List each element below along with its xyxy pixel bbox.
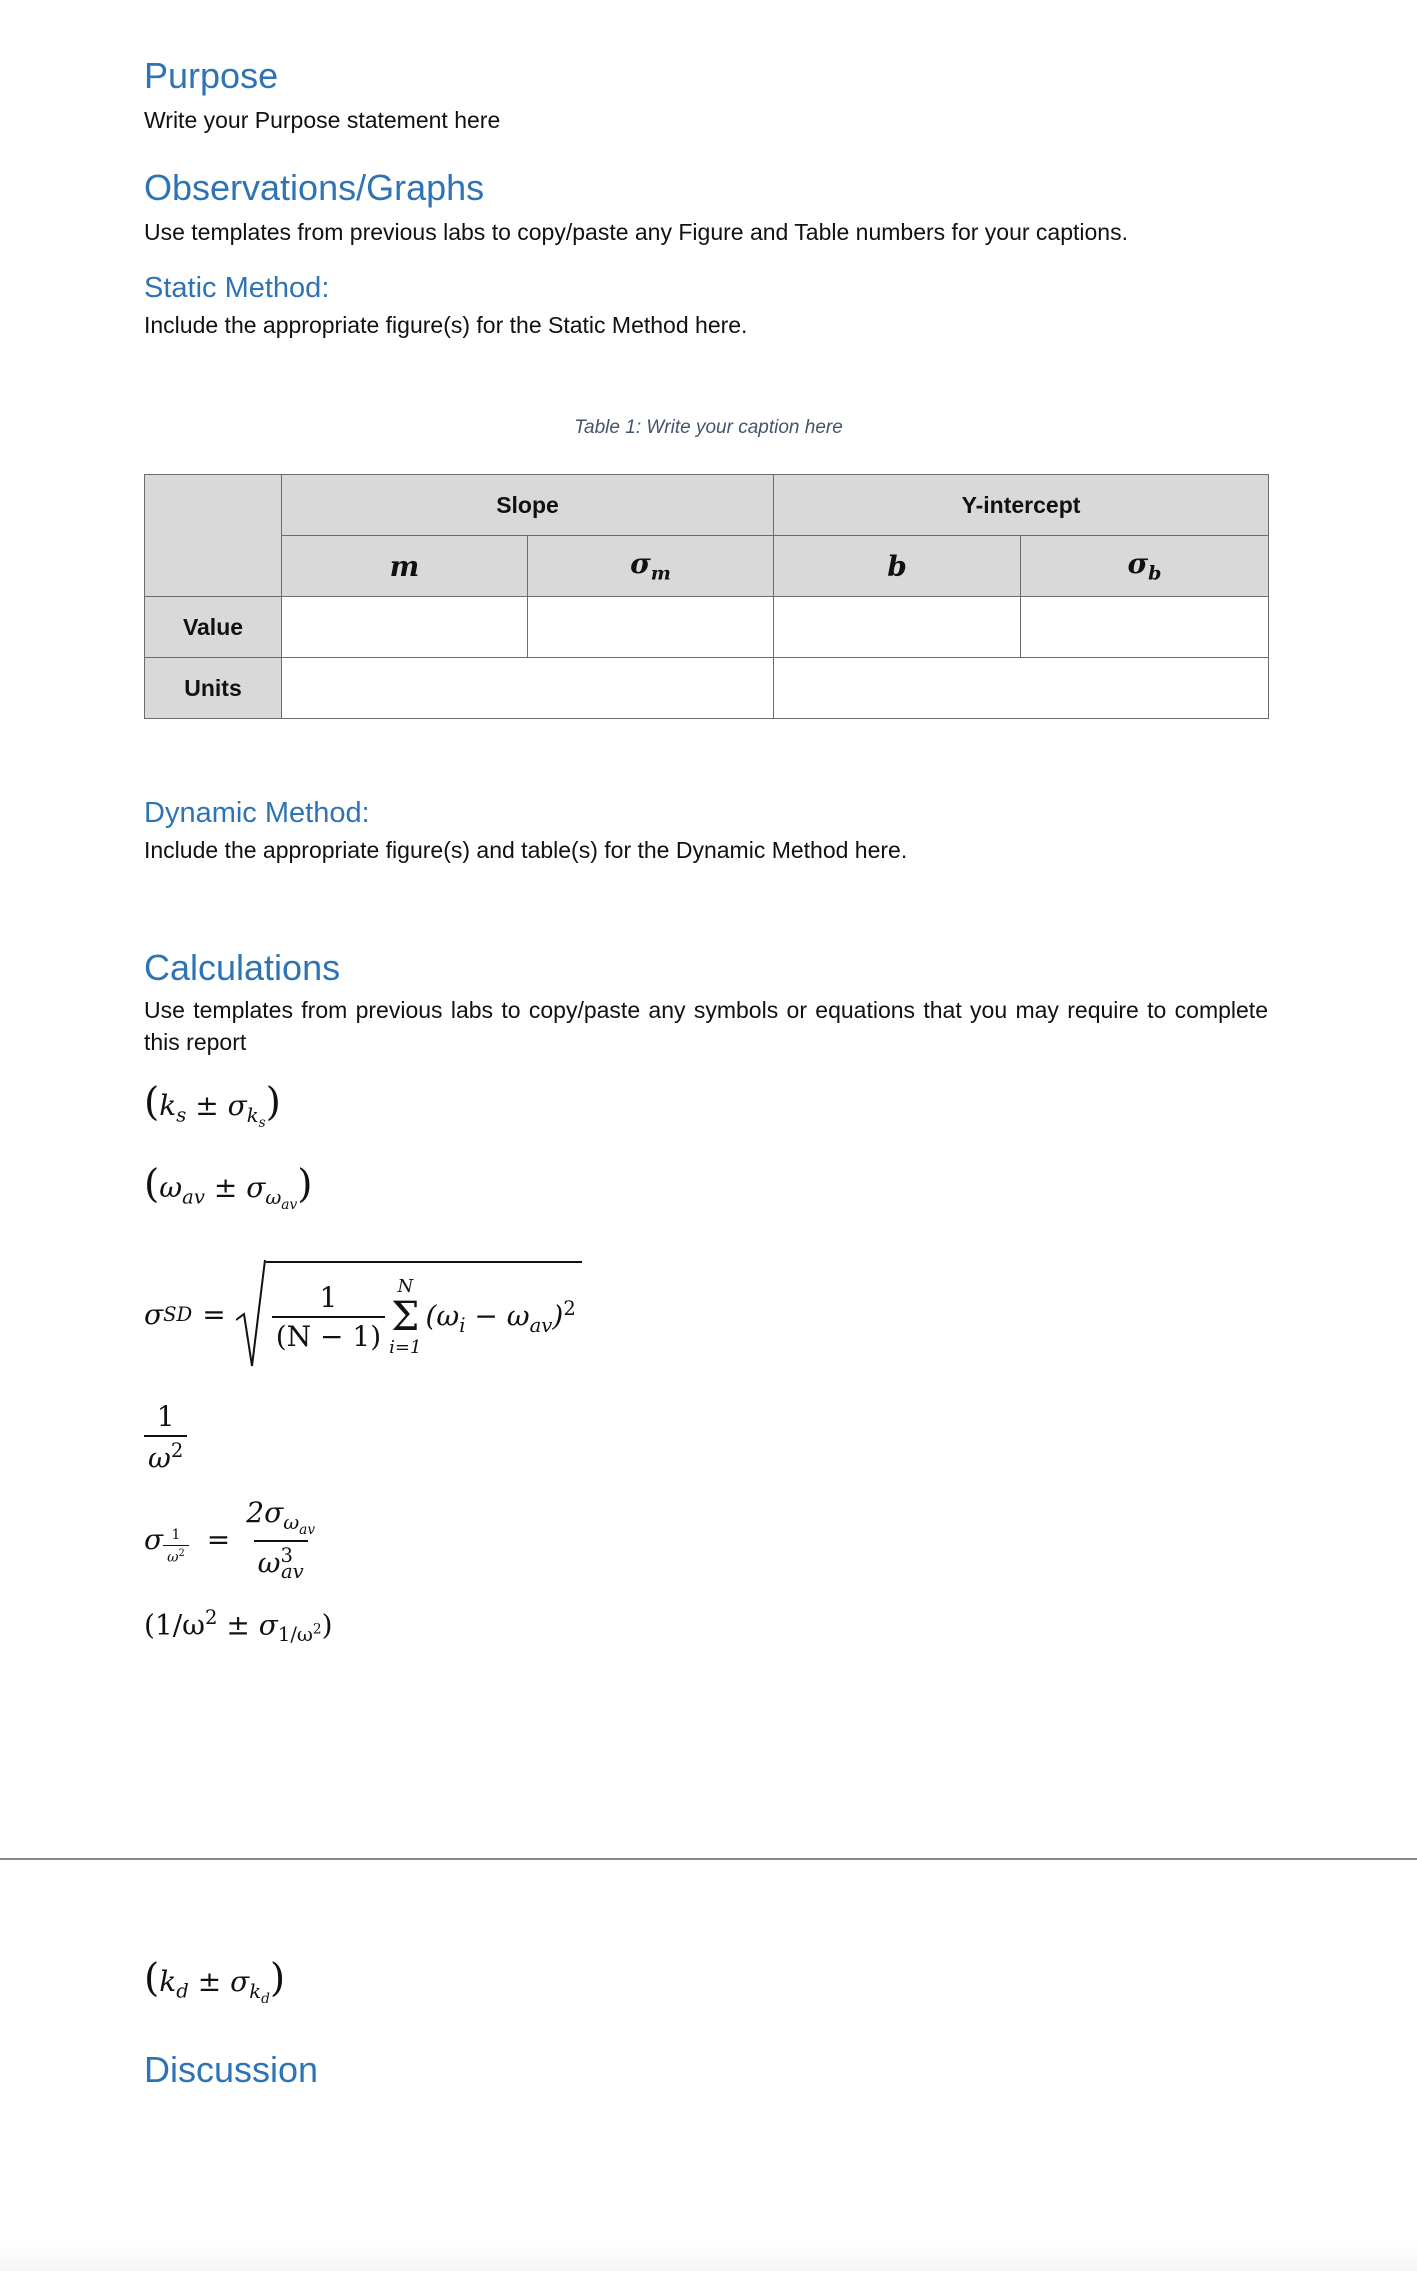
slope-header: Slope <box>282 475 774 536</box>
equation-kd[interactable]: $(k_d \pm \sigma_{k_d})$ <box>144 1956 286 2007</box>
observations-text[interactable]: Use templates from previous labs to copy/paste any Figure and Table numbers for your captions. <box>144 219 1128 245</box>
discussion-heading: Discussion <box>144 2049 319 2090</box>
equation-wav[interactable]: $(\omega_{av} \pm \sigma_{\omega_{av}})$ <box>144 1162 313 1213</box>
sigma-b-header <box>1021 536 1269 597</box>
table-caption[interactable]: Table 1: Write your caption here <box>574 417 843 438</box>
dynamic-method-heading: Dynamic Method: <box>144 797 370 829</box>
units-slope-cell[interactable] <box>282 658 774 719</box>
sigma-b-symbol: $\sigma_b$ <box>1127 547 1162 585</box>
purpose-heading: Purpose <box>144 55 279 96</box>
static-method-text[interactable]: Include the appropriate figure(s) for the Static Method here. <box>144 312 748 338</box>
sigma-m-header <box>528 536 774 597</box>
m-symbol: m <box>389 549 420 583</box>
equation-ks[interactable]: $(k_s \pm \sigma_{k_s})$ <box>144 1080 281 1131</box>
y-intercept-header: Y-intercept <box>774 475 1269 536</box>
sigma-m-symbol: $\sigma_m$ <box>630 547 671 585</box>
value-m-cell[interactable] <box>282 597 528 658</box>
units-row-label: Units <box>145 658 282 719</box>
value-sigma-m-cell[interactable] <box>528 597 774 658</box>
equation-sigma-sd[interactable]: σ SD = $\frac{1}{(N - 1)}$ N Σ i=1 $(\omega_i - \omega_{av})^2$ <box>144 1258 582 1370</box>
calculations-heading: Calculations <box>144 947 341 988</box>
value-row-label: Value <box>145 597 282 658</box>
equation-inverse-result[interactable]: $(1/\omega^2 \pm \sigma_{1/\omega^2})$ <box>144 1606 333 1646</box>
table-corner-cell <box>145 475 282 597</box>
square-root: $\frac{1}{(N - 1)}$ N Σ i=1 $(\omega_i - \omega_{av})^2$ <box>236 1258 582 1370</box>
slope-intercept-table <box>144 474 1269 719</box>
purpose-text[interactable]: Write your Purpose statement here <box>144 107 501 133</box>
equation-inverse-omega-squared[interactable]: $\frac{1}{\omega^2}$ <box>144 1400 187 1474</box>
observations-heading: Observations/Graphs <box>144 167 485 208</box>
b-symbol: b <box>887 549 907 583</box>
m-header <box>282 536 528 597</box>
static-method-heading: Static Method: <box>144 272 330 304</box>
radical-sign-icon <box>236 1258 266 1370</box>
b-header <box>774 536 1021 597</box>
value-b-cell[interactable] <box>774 597 1021 658</box>
equation-sigma-inverse[interactable]: σ $\frac{1}{\omega^2}$ = $\frac{2\sigma_{\omega_{av}}}{\omega^3_{av}}$ <box>144 1496 316 1584</box>
units-intercept-cell[interactable] <box>774 658 1269 719</box>
dynamic-method-text[interactable]: Include the appropriate figure(s) and table(s) for the Dynamic Method here. <box>144 837 908 863</box>
value-sigma-b-cell[interactable] <box>1021 597 1269 658</box>
calculations-text[interactable]: Use templates from previous labs to copy/paste any symbols or equations that you may require to complete this report <box>144 997 1268 1055</box>
